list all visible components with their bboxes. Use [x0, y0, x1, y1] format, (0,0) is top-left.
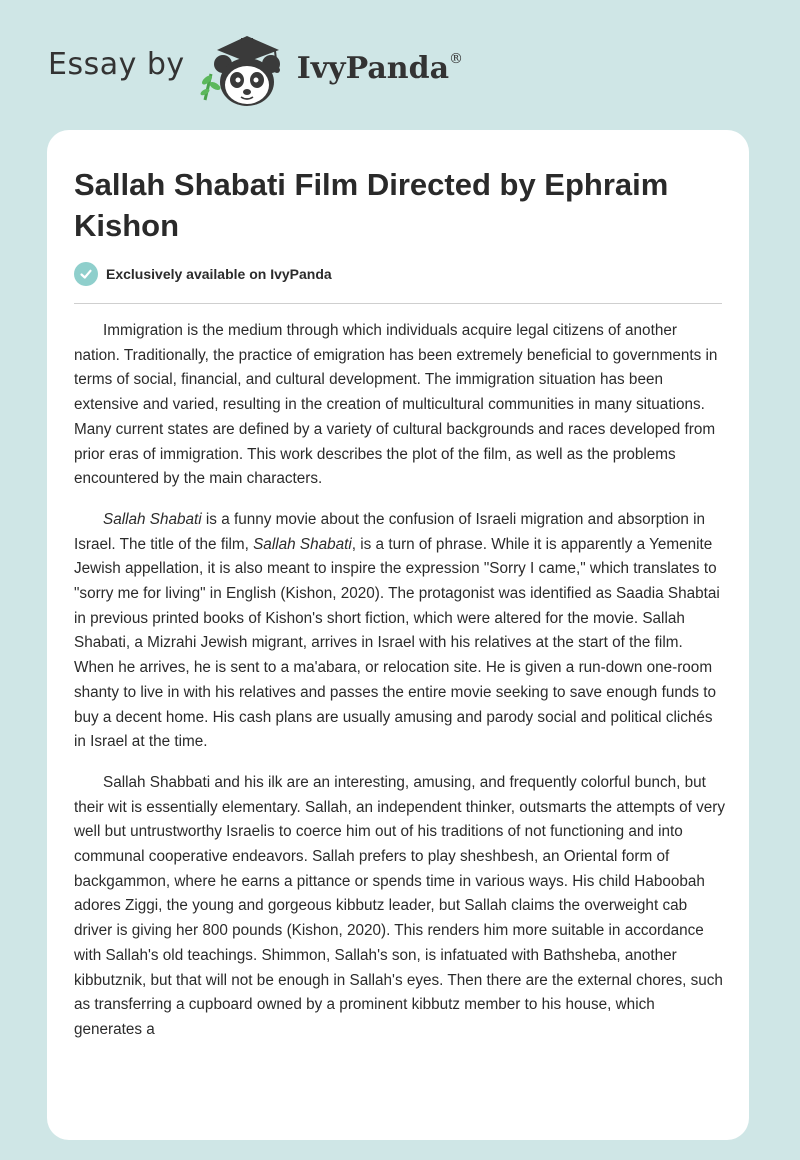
exclusive-badge: [74, 262, 332, 286]
paragraph-3: Sallah Shabbati and his ilk are an interesting, amusing, and frequently colorful bunch, but their wit is essentially elementary. Sallah, an independent thinker, outsmarts the attempts of very well but untrustworthy Israelis to coerce him out of his traditions of not functioning and into communal cooperative endeavors. Sallah prefers to play sheshbesh, an Oriental form of backgammon, where he earns a pittance or spends time in various ways. His child Haboobah adores Ziggi, the young and gorgeous kibbutz leader, but Sallah claims the overweight cab driver is giving her 800 pounds (Kishon, 2020). This renders him more suitable in accordance with Sallah's old teachings. Shimmon, Sallah's son, is infatuated with Bathsheba, another kibbutznik, but that will not be enough in Sallah's eyes. Then there are the external chores, such as transferring a cupboard owned by a prominent kibbutz member to his house, which generates a: [74, 773, 726, 1038]
paragraph-2: [74, 508, 726, 755]
film-title-italic: Sallah Shabati: [103, 510, 202, 528]
essay-by-label: Essay by: [48, 46, 185, 82]
check-icon-svg: [79, 267, 93, 281]
exclusive-label: Exclusively available on IvyPanda: [106, 266, 332, 282]
paragraph-2-text-a: is a funny movie about the confusion of Israeli migration and absorption in Israel. The title of the film,: [74, 510, 706, 553]
paragraph-1: Immigration is the medium through which individuals acquire legal citizens of another nation. Traditionally, the practice of emigration has been extremely beneficial to governments in terms of social, financial, and cultural development. The immigration situation has been extensive and varied, resulting in the creation of multicultural communities in many situations. Many current states are defined by a variety of cultural backgrounds and races developed from prior eras of immigration. This work describes the plot of the film, as well as the problems encountered by the main characters.: [74, 322, 718, 488]
brand-name[interactable]: [297, 51, 463, 86]
essay-body: [74, 319, 726, 1059]
film-title-italic-2: Sallah Shabati: [253, 535, 352, 553]
divider: [74, 303, 722, 304]
essay-card: [47, 130, 749, 1140]
site-header: [48, 30, 463, 110]
brand-name-text: IvyPanda: [296, 50, 450, 86]
panda-logo-icon[interactable]: [197, 30, 293, 110]
panda-logo-svg: [197, 30, 293, 110]
paragraph-2-text-b: , is a turn of phrase. While it is apparently a Yemenite Jewish appellation, it is also meant to inspire the expression "Sorry I came," which translates to "sorry me for living" in English (Kishon, 2020). The protagonist was identified as Saadia Shabtai in previous printed books of Kishon's short fiction, which were altered for the movie. Sallah Shabati, a Mizrahi Jewish migrant, arrives in Israel with his relatives at the start of the film. When he arrives, he is sent to a ma'abara, or relocation site. He is given a run-down one-room shanty to live in with his relatives and passes the entire movie seeking to save enough funds to buy a decent home. His cash plans are usually amusing and parody social and political clichés in Israel at the time.: [74, 535, 720, 751]
check-icon: [74, 262, 98, 286]
essay-title: Sallah Shabati Film Directed by Ephraim Kishon: [74, 167, 669, 243]
registered-mark: ®: [449, 50, 464, 67]
